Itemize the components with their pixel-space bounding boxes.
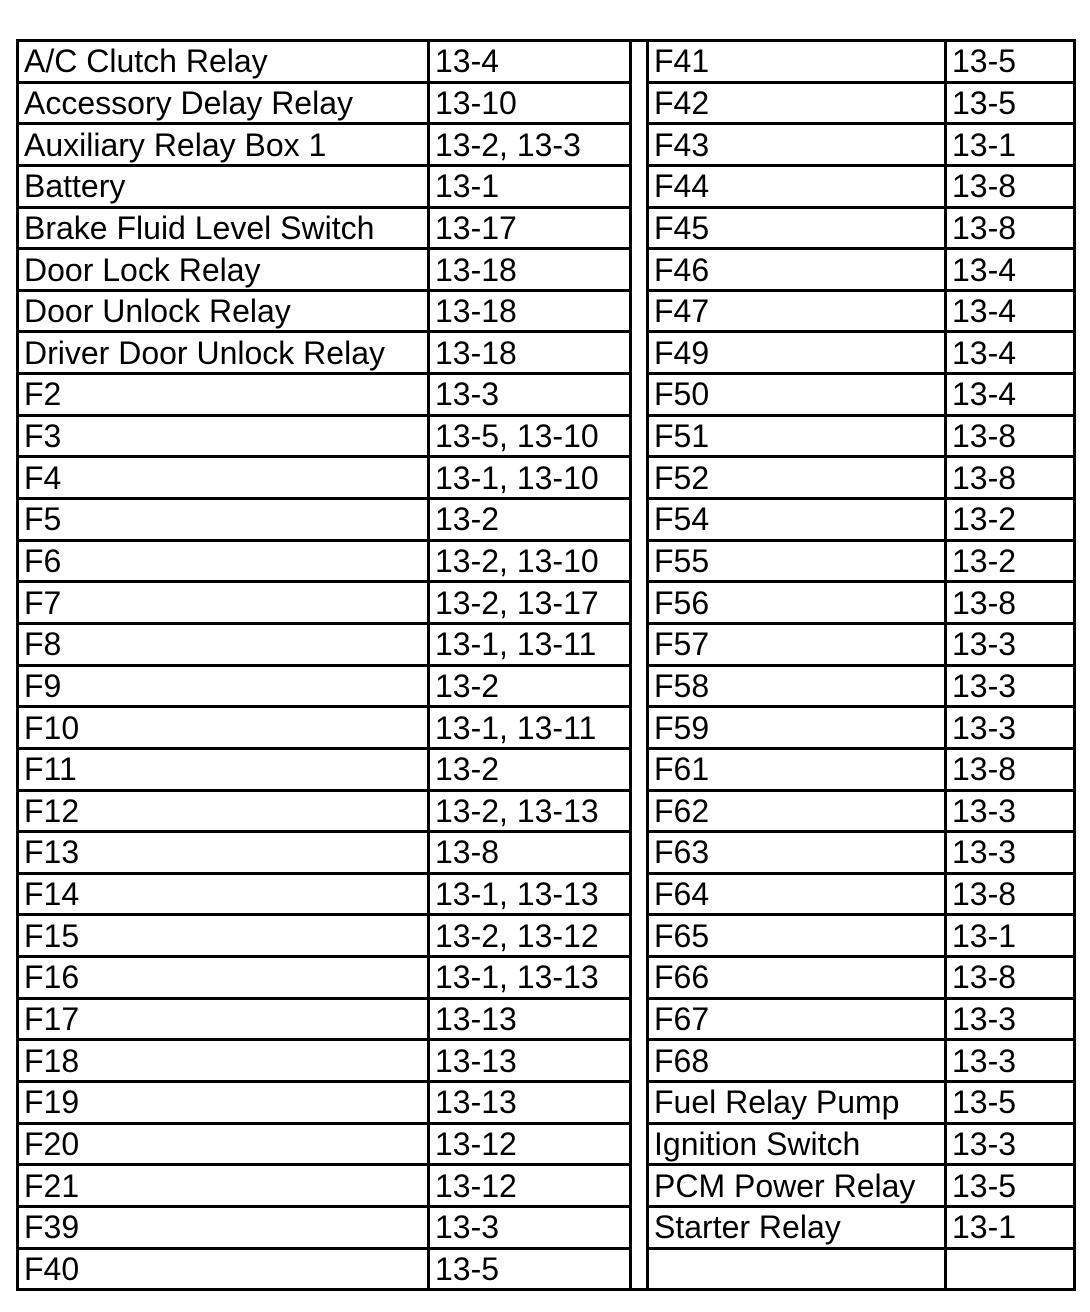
component-name-cell: Fuel Relay Pump	[649, 1083, 947, 1122]
component-name-cell: F65	[649, 916, 947, 955]
page-reference-cell: 13-8	[952, 876, 1017, 913]
table-row	[649, 747, 1073, 789]
page-reference-cell: 13-2, 13-3	[435, 126, 581, 163]
component-name-cell: F12	[19, 792, 430, 831]
table-row	[19, 247, 629, 289]
page-reference-cell: 13-3	[952, 1042, 1017, 1079]
component-name-cell: F10	[19, 708, 430, 747]
page-reference-cell: 13-18	[435, 334, 517, 371]
component-name-cell: F5	[19, 500, 430, 539]
table-row	[19, 1122, 629, 1164]
component-name-cell: F4	[19, 458, 430, 497]
table-row	[649, 206, 1073, 248]
component-name-cell: F19	[19, 1083, 430, 1122]
table-row	[19, 414, 629, 456]
table-row	[19, 289, 629, 331]
page-reference-cell: 13-18	[435, 251, 517, 288]
component-name-cell: F18	[19, 1041, 430, 1080]
page-reference-cell: 13-3	[435, 1209, 500, 1246]
component-name-cell: F66	[649, 958, 947, 997]
page-reference-cell: 13-1	[435, 168, 500, 205]
column-divider	[629, 42, 649, 1288]
component-name-cell: F57	[649, 625, 947, 664]
component-name-cell: F41	[649, 42, 947, 81]
page-reference-cell: 13-8	[952, 209, 1017, 246]
component-name-cell: F67	[649, 1000, 947, 1039]
table-row	[649, 372, 1073, 414]
component-name-cell: F56	[649, 583, 947, 622]
component-name-cell: F44	[649, 167, 947, 206]
page-reference-cell: 13-1, 13-13	[435, 959, 599, 996]
page-reference-cell: 13-3	[952, 834, 1017, 871]
page-reference-cell: 13-2, 13-17	[435, 584, 599, 621]
table-row	[649, 1080, 1073, 1122]
page-reference-cell: 13-3	[952, 1001, 1017, 1038]
table-row	[19, 1163, 629, 1205]
table-row	[649, 997, 1073, 1039]
component-name-cell: F20	[19, 1125, 430, 1164]
page-reference-cell: 13-3	[952, 709, 1017, 746]
component-name-cell: F7	[19, 583, 430, 622]
table-row	[649, 1122, 1073, 1164]
component-name-cell: A/C Clutch Relay	[19, 42, 430, 81]
page-reference-cell: 13-2, 13-13	[435, 792, 599, 829]
table-row	[19, 580, 629, 622]
table-row	[649, 664, 1073, 706]
table-row	[649, 42, 1073, 81]
page-reference-cell: 13-2	[435, 751, 500, 788]
page-reference-cell: 13-4	[952, 376, 1017, 413]
table-row	[649, 1038, 1073, 1080]
component-name-cell: F50	[649, 375, 947, 414]
component-name-cell: F47	[649, 292, 947, 331]
component-name-cell: F3	[19, 417, 430, 456]
table-row	[649, 1205, 1073, 1247]
component-name-cell: Auxiliary Relay Box 1	[19, 125, 430, 164]
page-reference-cell: 13-2	[952, 543, 1017, 579]
table-row	[19, 81, 629, 123]
page-reference-cell: 13-8	[952, 168, 1017, 205]
page-reference-cell: 13-12	[435, 1125, 517, 1162]
table-row	[649, 913, 1073, 955]
page-reference-cell: 13-5	[952, 1084, 1017, 1121]
component-name-cell: F59	[649, 708, 947, 747]
component-name-cell: F11	[19, 750, 430, 789]
component-name-cell: Battery	[19, 167, 430, 206]
table-row	[19, 330, 629, 372]
index-table-right-half	[649, 42, 1073, 1288]
component-name-cell: F40	[19, 1250, 430, 1289]
page-reference-cell: 13-18	[435, 293, 517, 330]
component-name-cell: Door Unlock Relay	[19, 292, 430, 331]
table-row	[649, 872, 1073, 914]
component-name-cell: F61	[649, 750, 947, 789]
table-row	[19, 1247, 629, 1289]
page-reference-cell: 13-8	[952, 459, 1017, 496]
page-reference-cell: 13-5	[952, 84, 1017, 121]
table-row	[19, 997, 629, 1039]
page-reference-cell: 13-10	[435, 84, 517, 121]
table-row	[649, 1163, 1073, 1205]
component-name-cell: F64	[649, 875, 947, 914]
component-name-cell: F13	[19, 833, 430, 872]
page-reference-cell: 13-2, 13-12	[435, 917, 599, 954]
page-reference-cell: 13-12	[435, 1167, 517, 1204]
page-reference-cell: 13-5	[435, 1250, 500, 1287]
component-name-cell: Accessory Delay Relay	[19, 84, 430, 123]
table-row	[649, 122, 1073, 164]
page-reference-cell: 13-3	[952, 792, 1017, 829]
table-row	[19, 747, 629, 789]
table-row	[19, 622, 629, 664]
component-name-cell: F42	[649, 84, 947, 123]
table-row	[19, 913, 629, 955]
page-reference-cell: 13-8	[952, 751, 1017, 788]
component-name-cell: F52	[649, 458, 947, 497]
page-reference-cell	[947, 1250, 1073, 1289]
table-row	[649, 580, 1073, 622]
page-reference-cell: 13-8	[435, 834, 500, 871]
table-row	[19, 1038, 629, 1080]
table-row	[19, 206, 629, 248]
table-row	[649, 247, 1073, 289]
table-row	[19, 830, 629, 872]
table-row	[19, 372, 629, 414]
page-reference-cell: 13-8	[952, 418, 1017, 455]
page-reference-cell: 13-8	[952, 959, 1017, 996]
component-name-cell: F21	[19, 1166, 430, 1205]
component-name-cell: F51	[649, 417, 947, 456]
table-row	[649, 497, 1073, 539]
component-index-table	[16, 39, 1076, 1291]
table-row	[19, 789, 629, 831]
page-reference-cell: 13-3	[952, 667, 1017, 704]
component-name-cell: F55	[649, 542, 947, 581]
page-reference-cell: 13-3	[952, 626, 1017, 663]
component-name-cell: F49	[649, 333, 947, 372]
table-row	[649, 289, 1073, 331]
page-reference-cell: 13-2, 13-10	[435, 543, 599, 579]
page-reference-cell: 13-5, 13-10	[435, 418, 599, 455]
page-reference-cell: 13-3	[435, 376, 500, 413]
component-name-cell: F16	[19, 958, 430, 997]
table-row	[649, 81, 1073, 123]
page-reference-cell: 13-4	[952, 293, 1017, 330]
table-row	[649, 330, 1073, 372]
page-reference-cell: 13-3	[952, 1125, 1017, 1162]
component-name-cell: F58	[649, 667, 947, 706]
component-name-cell: F63	[649, 833, 947, 872]
table-row	[19, 664, 629, 706]
component-name-cell: F8	[19, 625, 430, 664]
table-row	[649, 539, 1073, 581]
page-reference-cell: 13-1	[952, 917, 1017, 954]
component-name-cell: F68	[649, 1041, 947, 1080]
page-reference-cell: 13-1, 13-11	[435, 626, 597, 663]
page-reference-cell: 13-5	[952, 1167, 1017, 1204]
page-reference-cell: 13-1, 13-11	[435, 709, 597, 746]
table-row	[649, 455, 1073, 497]
component-name-cell: PCM Power Relay	[649, 1166, 947, 1205]
table-row	[19, 1205, 629, 1247]
table-row	[19, 497, 629, 539]
component-name-cell: Door Lock Relay	[19, 250, 430, 289]
page-reference-cell: 13-4	[435, 43, 500, 80]
table-row	[19, 955, 629, 997]
component-name-cell: F45	[649, 209, 947, 248]
component-name-cell: F15	[19, 916, 430, 955]
table-row	[649, 164, 1073, 206]
page-reference-cell: 13-17	[435, 209, 517, 246]
page-reference-cell: 13-8	[952, 584, 1017, 621]
table-row	[649, 789, 1073, 831]
component-name-cell: F54	[649, 500, 947, 539]
page-reference-cell: 13-4	[952, 251, 1017, 288]
table-row	[649, 414, 1073, 456]
page-reference-cell: 13-1	[952, 1209, 1017, 1246]
table-row	[649, 622, 1073, 664]
page-reference-cell: 13-13	[435, 1042, 517, 1079]
page-reference-cell: 13-5	[952, 43, 1017, 80]
table-row	[19, 455, 629, 497]
component-name-cell: F39	[19, 1208, 430, 1247]
table-row	[19, 539, 629, 581]
page-reference-cell: 13-13	[435, 1084, 517, 1121]
component-name-cell: F62	[649, 792, 947, 831]
table-row	[19, 872, 629, 914]
table-row	[19, 42, 629, 81]
table-row	[649, 830, 1073, 872]
table-row	[19, 705, 629, 747]
index-table-left-half	[19, 42, 629, 1288]
table-row	[19, 122, 629, 164]
component-name-cell: Starter Relay	[649, 1208, 947, 1247]
component-name-cell: F6	[19, 542, 430, 581]
page-reference-cell: 13-4	[952, 334, 1017, 371]
component-name-cell: F43	[649, 125, 947, 164]
table-row	[19, 164, 629, 206]
page-reference-cell: 13-1, 13-13	[435, 876, 599, 913]
table-row	[649, 705, 1073, 747]
page-reference-cell: 13-13	[435, 1001, 517, 1038]
component-name-cell: F9	[19, 667, 430, 706]
component-name-cell: F17	[19, 1000, 430, 1039]
page-reference-cell: 13-1, 13-10	[435, 459, 599, 496]
table-row	[19, 1080, 629, 1122]
component-name-cell: Brake Fluid Level Switch	[19, 209, 430, 248]
component-name-cell: Driver Door Unlock Relay	[19, 333, 430, 372]
page-reference-cell: 13-2	[435, 667, 500, 704]
table-row	[649, 955, 1073, 997]
page-reference-cell: 13-2	[952, 501, 1017, 538]
page-reference-cell: 13-1	[952, 126, 1017, 163]
component-name-cell	[649, 1250, 947, 1289]
table-row	[649, 1247, 1073, 1289]
component-name-cell: F46	[649, 250, 947, 289]
component-name-cell: Ignition Switch	[649, 1125, 947, 1164]
page-reference-cell: 13-2	[435, 501, 500, 538]
component-name-cell: F2	[19, 375, 430, 414]
component-name-cell: F14	[19, 875, 430, 914]
